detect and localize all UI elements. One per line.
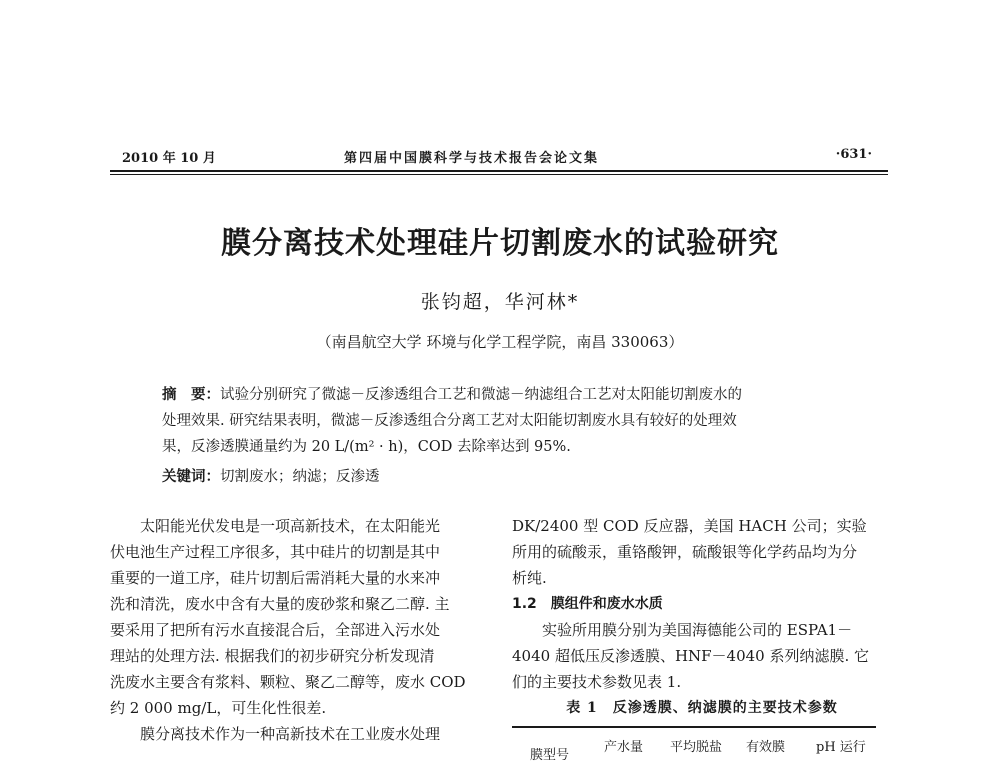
header-page-number: ·631· bbox=[835, 147, 872, 162]
table-header-cell: 膜型号 bbox=[530, 748, 570, 763]
paper-title: 膜分离技术处理硅片切割废水的试验研究 bbox=[221, 226, 779, 261]
body-line: 膜分离技术作为一种高新技术在工业废水处理 bbox=[140, 725, 441, 743]
abstract-line: 处理效果. 研究结果表明，微滤－反渗透组合分离工艺对太阳能切割废水具有较好的处理效 bbox=[162, 413, 737, 429]
header-proceedings-title: 第四届中国膜科学与技术报告会论文集 bbox=[344, 151, 600, 166]
body-line: 洗和清洗，废水中含有大量的废砂浆和聚乙二醇. 主 bbox=[110, 595, 450, 613]
paper-authors: 张钧超，华河林* bbox=[420, 291, 580, 313]
table-header-cell: 平均脱盐 bbox=[670, 740, 723, 755]
body-line: 太阳能光伏发电是一项高新技术，在太阳能光 bbox=[140, 517, 441, 535]
body-line: DK/2400 型 COD 反应器，美国 HACH 公司；实验 bbox=[512, 517, 867, 535]
keywords bbox=[162, 465, 380, 486]
body-left-column bbox=[110, 513, 490, 747]
abstract bbox=[162, 382, 850, 460]
paper-affiliation: （南昌航空大学 环境与化学工程学院，南昌 330063） bbox=[316, 333, 684, 351]
body-line: 理站的处理方法. 根据我们的初步研究分析发现清 bbox=[110, 647, 435, 665]
body-line: 4040 超低压反渗透膜、HNF－4040 系列纳滤膜. 它 bbox=[512, 647, 870, 665]
body-line: 要采用了把所有污水直接混合后，全部进入污水处 bbox=[110, 621, 441, 639]
keywords-text: 切割废水；纳滤；反渗透 bbox=[220, 469, 380, 485]
table-header-cell: pH 运行 bbox=[816, 740, 866, 755]
keywords-label: 关键词： bbox=[162, 468, 220, 485]
running-header bbox=[112, 147, 888, 167]
table-caption: 表 1 反渗透膜、纳滤膜的主要技术参数 bbox=[566, 700, 838, 716]
body-line: 重要的一道工序，硅片切割后需消耗大量的水来冲 bbox=[110, 569, 441, 587]
body-line: 实验所用膜分别为美国海德能公司的 ESPA1－ bbox=[542, 621, 853, 639]
abstract-line: 果，反渗透膜通量约为 20 L/(m² · h)，COD 去除率达到 95%. bbox=[162, 439, 571, 455]
body-line: 所用的硫酸汞，重铬酸钾，硫酸银等化学药品均为分 bbox=[512, 543, 858, 561]
table-top-rule bbox=[512, 726, 876, 728]
body-line: 析纯. bbox=[512, 569, 547, 587]
header-date: 2010 年 10 月 bbox=[122, 151, 216, 166]
table-header-cell: 产水量 bbox=[604, 740, 644, 755]
table-header-cell: 有效膜 bbox=[746, 740, 786, 755]
section-heading: 1.2 膜组件和废水水质 bbox=[512, 596, 663, 612]
abstract-label: 摘 要： bbox=[162, 386, 220, 403]
abstract-line: 摘 要：试验分别研究了微滤－反渗透组合工艺和微滤－纳滤组合工艺对太阳能切割废水的 bbox=[162, 386, 742, 403]
header-rule-thin bbox=[110, 174, 888, 175]
body-line: 洗废水主要含有浆料、颗粒、聚乙二醇等，废水 COD bbox=[110, 673, 466, 691]
body-right-column bbox=[512, 513, 892, 721]
body-line: 们的主要技术参数见表 1. bbox=[512, 673, 682, 691]
body-line: 约 2 000 mg/L，可生化性很差. bbox=[110, 699, 327, 717]
header-rule-thick bbox=[110, 170, 888, 172]
body-line: 伏电池生产过程工序很多，其中硅片的切割是其中 bbox=[110, 543, 441, 561]
